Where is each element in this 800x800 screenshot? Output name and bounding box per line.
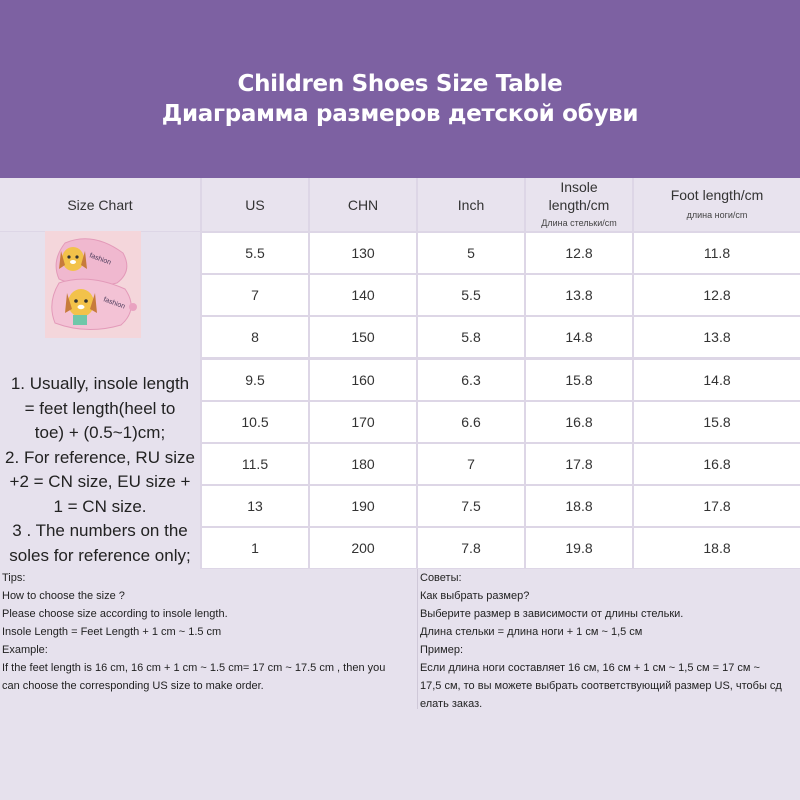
table-cell-chn: 190 <box>310 486 416 526</box>
tip-line: Если длина ноги составляет 16 см, 16 см + 1 см ~ 1,5 см = 17 см ~ <box>420 662 760 674</box>
tip-line: елать заказ. <box>420 698 483 710</box>
table-cell-chn: 180 <box>310 444 416 484</box>
header-size-chart: Size Chart <box>0 178 200 231</box>
note-line: +2 = CN size, EU size + <box>9 472 191 491</box>
table-cell-foot: 16.8 <box>634 444 800 484</box>
table-cell-inch: 5.8 <box>418 317 524 357</box>
table-cell-insole: 16.8 <box>526 402 632 442</box>
header-inch: Inch <box>418 178 524 231</box>
table-cell-chn: 170 <box>310 402 416 442</box>
table-cell-inch: 7 <box>418 444 524 484</box>
table-cell-chn: 160 <box>310 360 416 400</box>
table-cell-us: 10.5 <box>202 402 308 442</box>
tips-russian <box>418 569 800 800</box>
table-cell-us: 13 <box>202 486 308 526</box>
table-cell-chn: 140 <box>310 275 416 315</box>
table-cell-us: 5.5 <box>202 233 308 273</box>
table-cell-inch: 7.8 <box>418 528 524 568</box>
note-line: 1 = CN size. <box>53 496 147 516</box>
size-notes <box>0 372 200 568</box>
header-us: US <box>202 178 308 231</box>
table-cell-us: 9.5 <box>202 360 308 400</box>
tip-line: Tips: <box>2 572 26 584</box>
tip-line: Insole Length = Feet Length + 1 cm ~ 1.5 cm <box>2 626 222 638</box>
title-english: Children Shoes Size Table <box>237 71 563 97</box>
header-foot-length: Foot length/cm длина ноги/cm <box>634 178 800 231</box>
table-cell-insole: 14.8 <box>526 317 632 357</box>
tip-line: Выберите размер в зависимости от длины стельки. <box>420 608 684 620</box>
tip-line: Пример: <box>420 644 464 656</box>
tip-line: How to choose the size ? <box>2 590 125 602</box>
note-line: = feet length(heel to <box>24 398 176 418</box>
table-cell-inch: 6.6 <box>418 402 524 442</box>
table-cell-insole: 18.8 <box>526 486 632 526</box>
table-cell-insole: 13.8 <box>526 275 632 315</box>
table-cell-inch: 5 <box>418 233 524 273</box>
tip-line: can choose the corresponding US size to make order. <box>2 680 264 692</box>
table-cell-inch: 7.5 <box>418 486 524 526</box>
table-cell-foot: 17.8 <box>634 486 800 526</box>
shoe-text-2: fashion <box>102 296 126 311</box>
header-chn: CHN <box>310 178 416 231</box>
note-line: toe) + (0.5~1)cm; <box>34 423 166 442</box>
table-cell-insole: 15.8 <box>526 360 632 400</box>
table-cell-foot: 15.8 <box>634 402 800 442</box>
shoe-text-1: fashion <box>88 252 112 267</box>
tip-line: If the feet length is 16 cm, 16 cm + 1 cm ~ 1.5 cm= 17 cm ~ 17.5 cm , then you <box>2 662 386 674</box>
tip-line: Please choose size according to insole length. <box>2 608 228 620</box>
table-cell-inch: 6.3 <box>418 360 524 400</box>
tip-line: Советы: <box>420 572 462 584</box>
tip-line: Как выбрать размер? <box>420 590 530 602</box>
table-cell-foot: 12.8 <box>634 275 800 315</box>
header-insole-length: Insole length/cm Длина стельки/cm <box>526 178 632 231</box>
title-banner <box>0 0 800 178</box>
note-line: soles for reference only; <box>9 545 191 565</box>
tip-line: Длина стельки = длина ноги + 1 см ~ 1,5 см <box>420 626 643 638</box>
table-cell-foot: 11.8 <box>634 233 800 273</box>
product-image <box>45 231 141 338</box>
table-cell-chn: 150 <box>310 317 416 357</box>
table-cell-foot: 18.8 <box>634 528 800 568</box>
table-cell-inch: 5.5 <box>418 275 524 315</box>
table-cell-insole: 19.8 <box>526 528 632 568</box>
table-cell-foot: 13.8 <box>634 317 800 357</box>
table-cell-us: 1 <box>202 528 308 568</box>
tips-english <box>0 569 417 800</box>
table-cell-us: 8 <box>202 317 308 357</box>
table-cell-chn: 200 <box>310 528 416 568</box>
tip-line: 17,5 см, то вы можете выбрать соответствующий размер US, чтобы сд <box>420 680 782 692</box>
table-cell-foot: 14.8 <box>634 360 800 400</box>
table-cell-insole: 17.8 <box>526 444 632 484</box>
title-russian: Диаграмма размеров детской обуви <box>161 101 639 127</box>
note-line: 1. Usually, insole length <box>10 374 190 393</box>
note-line: 2. For reference, RU size <box>5 447 195 467</box>
table-cell-chn: 130 <box>310 233 416 273</box>
table-cell-insole: 12.8 <box>526 233 632 273</box>
table-cell-us: 11.5 <box>202 444 308 484</box>
tip-line: Example: <box>2 644 48 656</box>
table-cell-us: 7 <box>202 275 308 315</box>
note-line: 3 . The numbers on the <box>12 521 188 540</box>
